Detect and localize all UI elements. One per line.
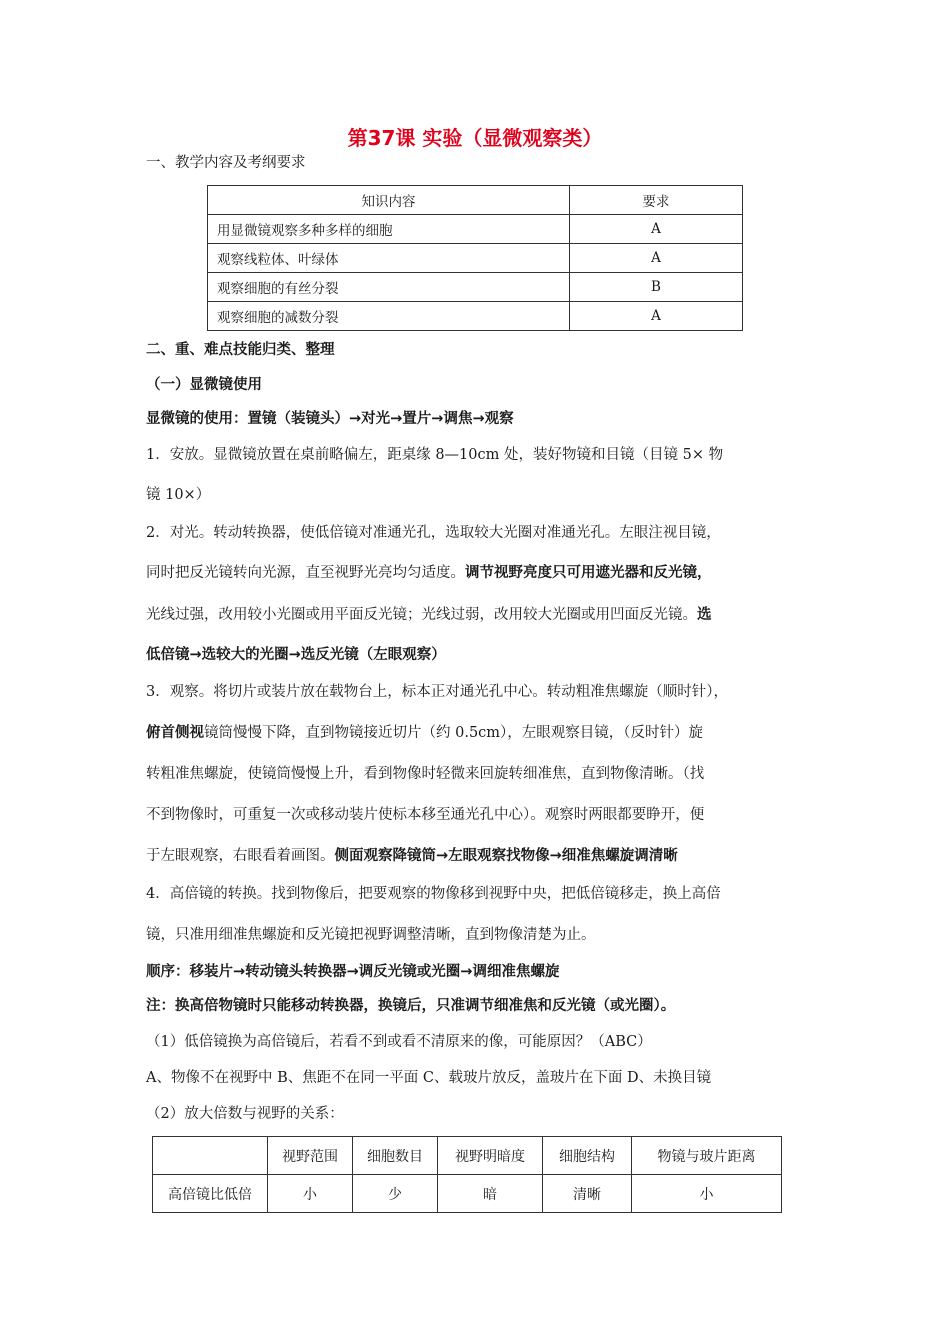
table-cell: B: [570, 273, 743, 302]
table-cell: 用显微镜观察多种多样的细胞: [208, 215, 570, 244]
subsection-heading: （一）显微镜使用: [146, 377, 262, 393]
table-cell: A: [570, 244, 743, 273]
table-header-row: [153, 1137, 782, 1175]
table-header-cell: 细胞结构: [543, 1137, 632, 1175]
emphasis-text: 侧面观察降镜筒→左眼观察找物像→细准焦螺旋调清晰: [334, 848, 678, 864]
emphasis-text: 选: [697, 607, 712, 623]
paragraph-line: 转粗准焦螺旋，使镜筒慢慢上升，看到物像时轻微来回旋转细准焦，直到物像清晰。（找: [146, 766, 705, 782]
usage-summary: 显微镜的使用：置镜（装镜头）→对光→置片→调焦→观察: [146, 411, 514, 427]
order-summary: 顺序：移装片→转动镜头转换器→调反光镜或光圈→调细准焦螺旋: [146, 964, 560, 980]
table-cell: 清晰: [543, 1175, 632, 1213]
table-cell: A: [570, 302, 743, 331]
table-header-cell: 视野范围: [268, 1137, 353, 1175]
table-header-cell: 物镜与玻片距离: [632, 1137, 782, 1175]
paragraph-line: [146, 723, 806, 743]
text-span: 于左眼观察，右眼看着画图。: [146, 848, 335, 864]
table-cell: 小: [268, 1175, 353, 1213]
table-cell: 高倍镜比低倍: [153, 1175, 268, 1213]
table-cell: 观察细胞的减数分裂: [208, 302, 570, 331]
table-row: [153, 1175, 782, 1213]
paragraph-line: 低倍镜→选较大的光圈→选反光镜（左眼观察）: [146, 647, 446, 663]
section-heading-1: 一、教学内容及考纲要求: [146, 155, 306, 171]
paragraph-line: [146, 605, 806, 625]
table-cell: 暗: [438, 1175, 543, 1213]
paragraph-line: 2．对光。转动转换器，使低倍镜对准通光孔，选取较大光圈对准通光孔。左眼注视目镜，: [146, 525, 721, 541]
question-options: A、物像不在视野中 B、焦距不在同一平面 C、载玻片放反，盖玻片在下面 D、未换目镜: [146, 1070, 712, 1086]
paragraph-line: 3．观察。将切片或装片放在载物台上，标本正对通光孔中心。转动粗准焦螺旋（顺时针），: [146, 684, 728, 700]
paragraph-line: [146, 846, 806, 866]
emphasis-text: 俯首侧视: [146, 725, 204, 741]
table-cell: 小: [632, 1175, 782, 1213]
paragraph-line: 4．高倍镜的转换。找到物像后，把要观察的物像移到视野中央，把低倍镜移走，换上高倍: [146, 886, 721, 902]
table-row: [208, 302, 743, 331]
table-cell: A: [570, 215, 743, 244]
text-span: 镜筒慢慢下降，直到物镜接近切片（约 0.5cm），左眼观察目镜，（反时针）旋: [204, 725, 704, 741]
table-header-cell: 知识内容: [208, 186, 570, 215]
text-span: 同时把反光镜转向光源，直至视野光亮均匀适度。: [146, 565, 465, 581]
table-cell: 观察细胞的有丝分裂: [208, 273, 570, 302]
requirements-table: [207, 185, 743, 331]
table-header-row: [208, 186, 743, 215]
table-header-cell: 视野明暗度: [438, 1137, 543, 1175]
table-header-cell: 细胞数目: [353, 1137, 438, 1175]
paragraph-line: 镜 10×）: [146, 487, 211, 503]
table-row: [208, 273, 743, 302]
paragraph-line: [146, 563, 806, 583]
paragraph-line: 镜，只准用细准焦螺旋和反光镜把视野调整清晰，直到物像清楚为止。: [146, 927, 596, 943]
question-text: （2）放大倍数与视野的关系：: [146, 1106, 344, 1122]
magnification-table: [152, 1136, 782, 1213]
note-text: 注：换高倍物镜时只能移动转换器，换镜后，只准调节细准焦和反光镜（或光圈）。: [146, 998, 676, 1014]
question-text: （1）低倍镜换为高倍镜后，若看不到或看不清原来的像，可能原因？（ABC）: [146, 1034, 652, 1050]
section-heading-2: 二、重、难点技能归类、整理: [146, 342, 335, 358]
table-header-cell: [153, 1137, 268, 1175]
table-row: [208, 244, 743, 273]
emphasis-text: 调节视野亮度只可用遮光器和反光镜，: [465, 565, 712, 581]
table-row: [208, 215, 743, 244]
table-header-cell: 要求: [570, 186, 743, 215]
table-cell: 少: [353, 1175, 438, 1213]
page-title: 第37课 实验（显微观察类）: [347, 126, 603, 150]
paragraph-line: 不到物像时，可重复一次或移动装片使标本移至通光孔中心）。观察时两眼都要睁开，便: [146, 807, 705, 823]
text-span: 光线过强，改用较小光圈或用平面反光镜；光线过弱，改用较大光圈或用凹面反光镜。: [146, 607, 697, 623]
paragraph-line: 1．安放。显微镜放置在桌前略偏左，距桌缘 8—10cm 处，装好物镜和目镜（目镜 5× 物: [146, 447, 724, 463]
table-cell: 观察线粒体、叶绿体: [208, 244, 570, 273]
